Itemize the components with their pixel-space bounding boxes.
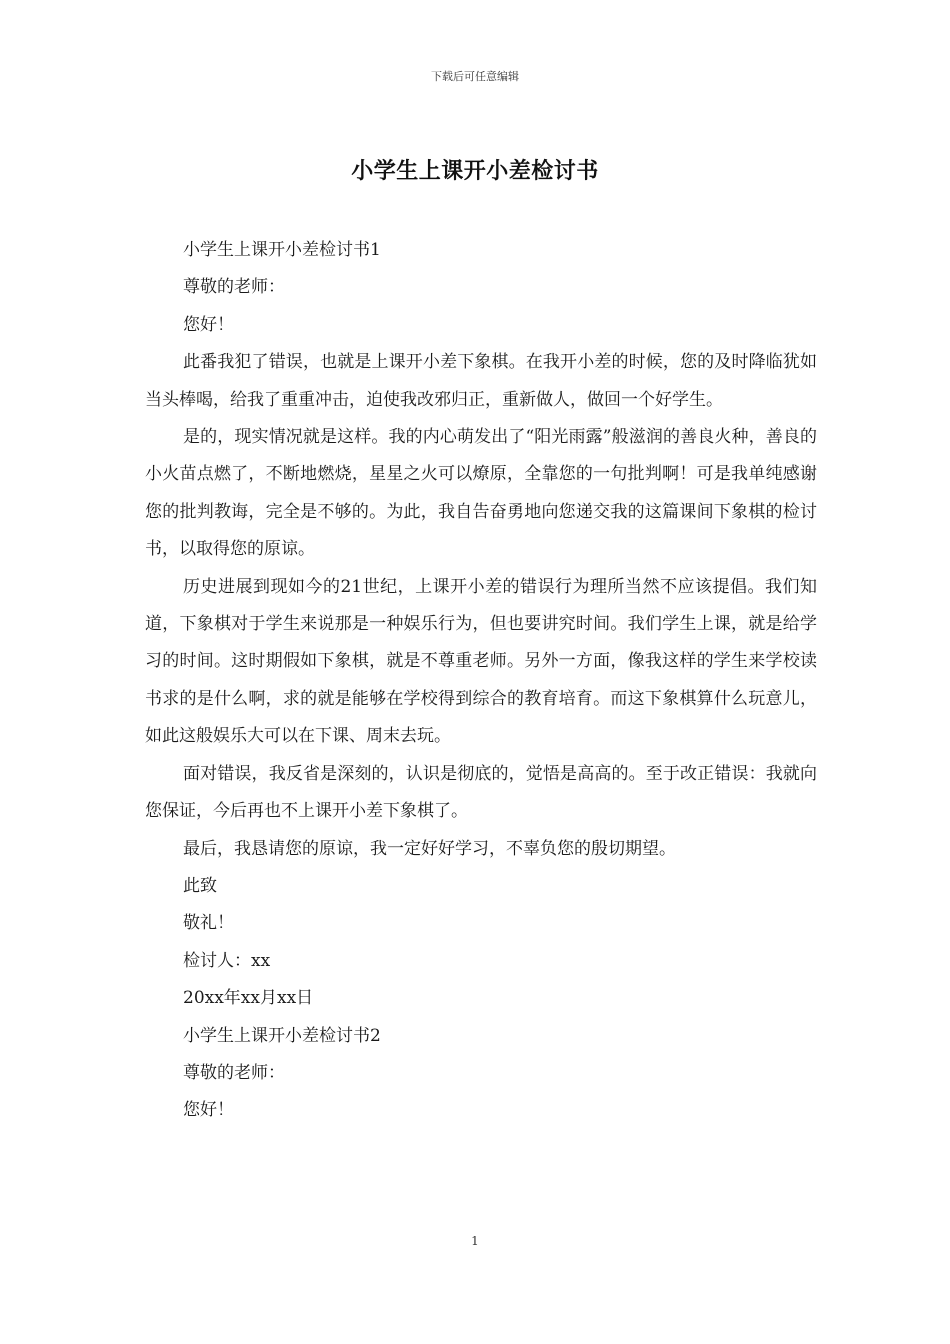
paragraph-regards: 敬礼！ <box>183 913 234 934</box>
paragraph-heading-1: 小学生上课开小差检讨书1 <box>183 240 381 260</box>
paragraph-body: 历史进展到现如今的21世纪，上课开小差的错误行为理所当然不应该提倡。我们知道，下象棋对于学生来说那是一种娱乐行为，但也要讲究时间。我们学生上课，就是给学习的时间。这时期假如下象棋，就是不尊重老师。另外一方面，像我这样的学生来学校读书求的是什么啊，求的就是能够在学校得到综合的教育培育。而这下象棋算什么玩意儿，如此这般娱乐大可以在下课、周末去玩。 <box>145 576 817 747</box>
paragraph-greeting: 您好！ <box>183 314 234 335</box>
paragraph-body: 最后，我恳请您的原谅，我一定好好学习，不辜负您的殷切期望。 <box>183 838 676 859</box>
paragraph-closing: 此致 <box>183 875 217 896</box>
paragraph-body: 此番我犯了错误，也就是上课开小差下象棋。在我开小差的时候，您的及时降临犹如当头棒喝，给我了重重冲击，迫使我改邪归正，重新做人，做回一个好学生。 <box>145 352 817 410</box>
paragraph-body: 是的，现实情况就是这样。我的内心萌发出了“阳光雨露”般滋润的善良火种，善良的小火苗点燃了，不断地燃烧，星星之火可以燎原，全靠您的一句批判啊！可是我单纯感谢您的批判教诲，完全是不够的。为此，我自告奋勇地向您递交我的这篇课间下象棋的检讨书，以取得您的原谅。 <box>145 427 817 560</box>
paragraph-signature: 检讨人：xx <box>183 950 271 971</box>
document-body <box>145 232 817 1130</box>
paragraph-greeting: 您好！ <box>183 1100 234 1121</box>
page-number: 1 <box>471 1234 479 1248</box>
paragraph-date: 20xx年xx月xx日 <box>183 988 314 1009</box>
paragraph-body: 面对错误，我反省是深刻的，认识是彻底的，觉悟是高高的。至于改正错误：我就向您保证，今后再也不上课开小差下象棋了。 <box>145 763 817 822</box>
paragraph-salutation: 尊敬的老师： <box>183 1062 285 1083</box>
document-title: 小学生上课开小差检讨书 <box>351 158 599 184</box>
paragraph-heading-2: 小学生上课开小差检讨书2 <box>183 1025 381 1046</box>
header-note: 下载后可任意编辑 <box>431 70 519 83</box>
paragraph-salutation: 尊敬的老师： <box>183 277 285 298</box>
